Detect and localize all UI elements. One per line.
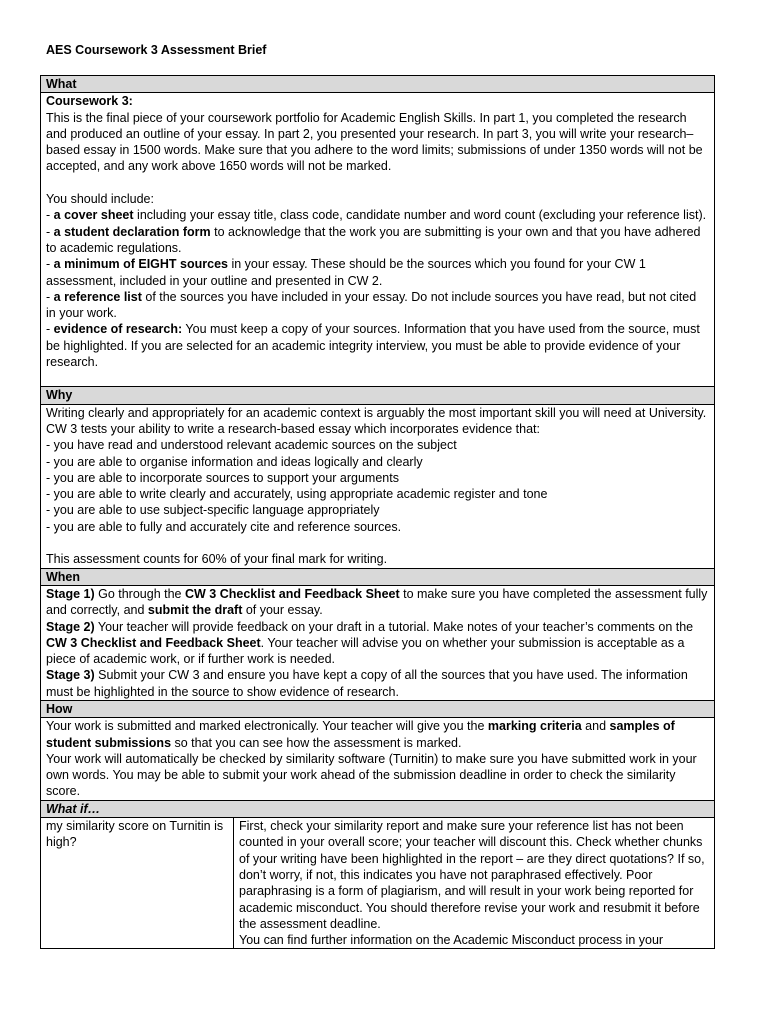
why-bullet: - you are able to write clearly and accurately, using appropriate academic register and tone (46, 487, 548, 502)
whatif-question: my similarity score on Turnitin is high? (41, 818, 234, 949)
whatif-further: You can find further information on the Academic Misconduct process in your (239, 933, 664, 948)
whatif-answer-text: First, check your similarity report and make sure your reference list has not been counted in your overall score; your teacher will discount this. Check whether chunks of your writing have been highlighted in the report – are they direct quotations? If so, don’t worry, if not, this indicates you have not paraphrased effectively. Poor paraphrasing is a form of plagiarism, and will result in your work being reported for academic misconduct. You should therefore revise your work and resubmit it before the assessment deadline. (239, 819, 705, 931)
why-header-row (41, 387, 715, 404)
document-title: AES Coursework 3 Assessment Brief (46, 43, 267, 57)
what-subheading: Coursework 3: (46, 94, 133, 109)
assessment-brief-table (40, 75, 715, 949)
why-content-row (41, 404, 715, 568)
why-bullet: - you are able to use subject-specific language appropriately (46, 503, 380, 518)
whatif-header: What if… (41, 800, 715, 817)
why-content (41, 404, 715, 568)
include-item: - a cover sheet including your essay title, class code, candidate number and word count (excluding your reference list). (46, 208, 707, 223)
include-item: - a student declaration form to acknowledge that the work you are submitting is your own and that you have adhered to academic regulations. (46, 224, 701, 255)
why-bullet: - you are able to incorporate sources to support your arguments (46, 470, 399, 485)
when-content (41, 585, 715, 700)
how-paragraph-1: Your work is submitted and marked electronically. Your teacher will give you the marking criteria and samples of student submissions so that you can see how the assessment is marked. (46, 719, 675, 750)
how-content-row (41, 718, 715, 800)
include-item: - evidence of research: You must keep a copy of your sources. Information that you have used from the source, must be highlighted. If you are selected for an academic integrity interview, you must be able to provide evidence of your research. (46, 322, 700, 370)
how-paragraph-2: Your work will automatically be checked by similarity software (Turnitin) to make sure you have submitted work in your own words. You may be able to submit your work ahead of the submission deadline in order to check the similarity score. (46, 751, 697, 799)
how-content (41, 718, 715, 800)
whatif-header-row (41, 800, 715, 817)
why-bullet: - you have read and understood relevant academic sources on the subject (46, 438, 457, 453)
include-item: - a minimum of EIGHT sources in your essay. These should be the sources which you found for your CW 1 assessment, included in your outline and presented in CW 2. (46, 257, 646, 288)
why-bullet: - you are able to fully and accurately cite and reference sources. (46, 519, 402, 534)
stage-3: Stage 3) Submit your CW 3 and ensure you have kept a copy of all the sources that you have used. The information must be highlighted in the source to show evidence of research. (46, 668, 688, 699)
whatif-row (41, 818, 715, 949)
stage-2: Stage 2) Your teacher will provide feedback on your draft in a tutorial. Make notes of your teacher’s comments on the CW 3 Checklist and Feedback Sheet. Your teacher will advise you on whether your submission is acceptable as a piece of academic work, or if further work is needed. (46, 619, 694, 667)
stage-1: Stage 1) Go through the CW 3 Checklist and Feedback Sheet to make sure you have completed the assessment fully and correctly, and submit the draft of your essay. (46, 586, 708, 618)
whatif-answer (234, 818, 715, 949)
what-content-row (41, 93, 715, 387)
include-label: You should include: (46, 192, 154, 207)
why-weighting: This assessment counts for 60% of your final mark for writing. (46, 552, 388, 567)
how-header: How (41, 700, 715, 717)
when-header-row (41, 568, 715, 585)
when-header: When (41, 568, 715, 585)
why-intro: Writing clearly and appropriately for an academic context is arguably the most important skill you will need at University. CW 3 tests your ability to write a research-based essay which incorporates evidence that: (46, 405, 707, 436)
what-header-row (41, 76, 715, 93)
what-intro: This is the final piece of your coursework portfolio for Academic English Skills. In part 1, you completed the research and produced an outline of your essay. In part 2, you presented your research. In part 3, you will write your research–based essay in 1500 words. Make sure that you adhere to the word limits; submissions of under 1350 words will not be accepted, and any work above 1650 words will not be marked. (46, 110, 703, 174)
what-header: What (41, 76, 715, 93)
when-content-row (41, 585, 715, 700)
what-content (41, 93, 715, 387)
include-item: - a reference list of the sources you have included in your essay. Do not include sources you have read, but not cited in your work. (46, 289, 697, 321)
why-bullet: - you are able to organise information and ideas logically and clearly (46, 454, 423, 469)
why-header: Why (41, 387, 715, 404)
how-header-row (41, 700, 715, 717)
